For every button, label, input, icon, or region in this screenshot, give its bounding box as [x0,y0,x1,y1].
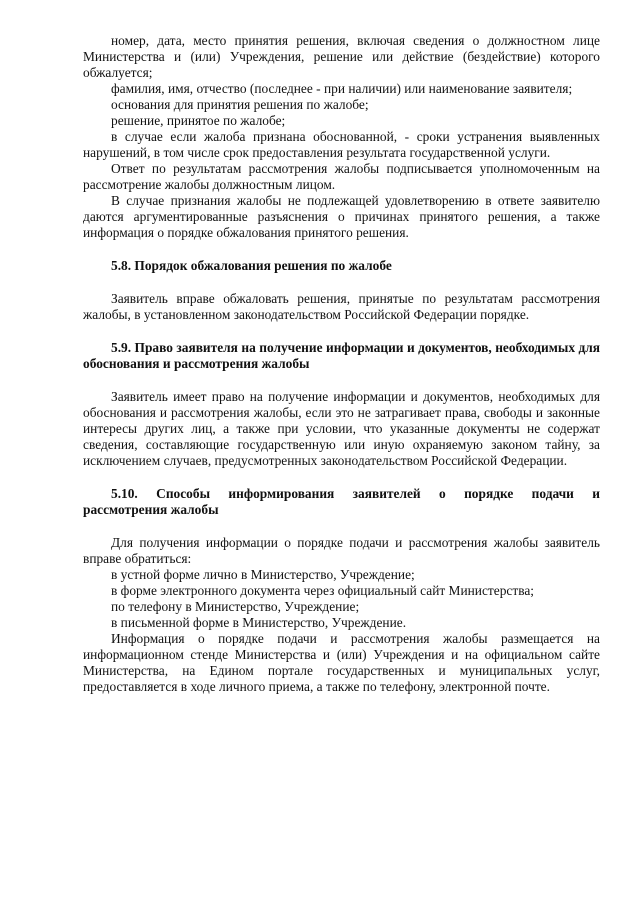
list-item: в письменной форме в Министерство, Учреждение. [111,615,407,630]
list-item: в устной форме лично в Министерство, Учреждение; [111,567,415,582]
paragraph: номер, дата, место принятия решения, включая сведения о должностном лице Министерства и (или) Учреждения, решение или действие (бездействие) которого обжалуется; [83,33,600,80]
paragraph: Ответ по результатам рассмотрения жалобы подписывается уполномоченным на рассмотрение жалобы должностным лицом. [83,161,600,192]
paragraph: решение, принятое по жалобе; [111,113,286,128]
list-item: в форме электронного документа через официальный сайт Министерства; [111,583,535,598]
paragraph: Для получения информации о порядке подачи и рассмотрения жалобы заявитель вправе обратиться: [83,535,600,566]
paragraph: Информация о порядке подачи и рассмотрения жалобы размещается на информационном стенде Министерства и (или) Учреждения и на официальном сайте Министерства, на Едином портале государственных и муниципальных услуг, предоставляется в ходе личного приема, а также по телефону, электронной почте. [83,631,600,694]
paragraph: фамилия, имя, отчество (последнее - при наличии) или наименование заявителя; [111,81,573,96]
paragraph: в случае если жалоба признана обоснованной, - сроки устранения выявленных нарушений, в том числе срок предоставления результата государственной услуги. [83,129,600,160]
section-heading-5-10: 5.10. Способы информирования заявителей о порядке подачи и [111,486,600,501]
paragraph: основания для принятия решения по жалобе; [111,97,369,112]
paragraph: Заявитель вправе обжаловать решения, принятые по результатам рассмотрения жалобы, в установленном законодательством Российской Федерации порядке. [83,291,600,322]
paragraph: В случае признания жалобы не подлежащей удовлетворению в ответе заявителю даются аргументированные разъяснения о причинах принятого решения, а также информация о порядке обжалования принятого решения. [83,193,600,240]
section-heading-5-9: 5.9. Право заявителя на получение информации и документов, необходимых для обоснования и рассмотрения жалобы [83,340,600,371]
paragraph: Заявитель имеет право на получение информации и документов, необходимых для обоснования и рассмотрения жалобы, если это не затрагивает права, свободы и законные интересы других лиц, а также при условии, что указанные документы не содержат сведения, составляющие государственную или иную охраняемую законом тайну, за исключением случаев, предусмотренных законодательством Российской Федерации. [83,389,600,468]
section-heading-5-8: 5.8. Порядок обжалования решения по жалобе [111,258,392,273]
section-heading-5-10-cont: рассмотрения жалобы [83,502,219,517]
list-item: по телефону в Министерство, Учреждение; [111,599,360,614]
